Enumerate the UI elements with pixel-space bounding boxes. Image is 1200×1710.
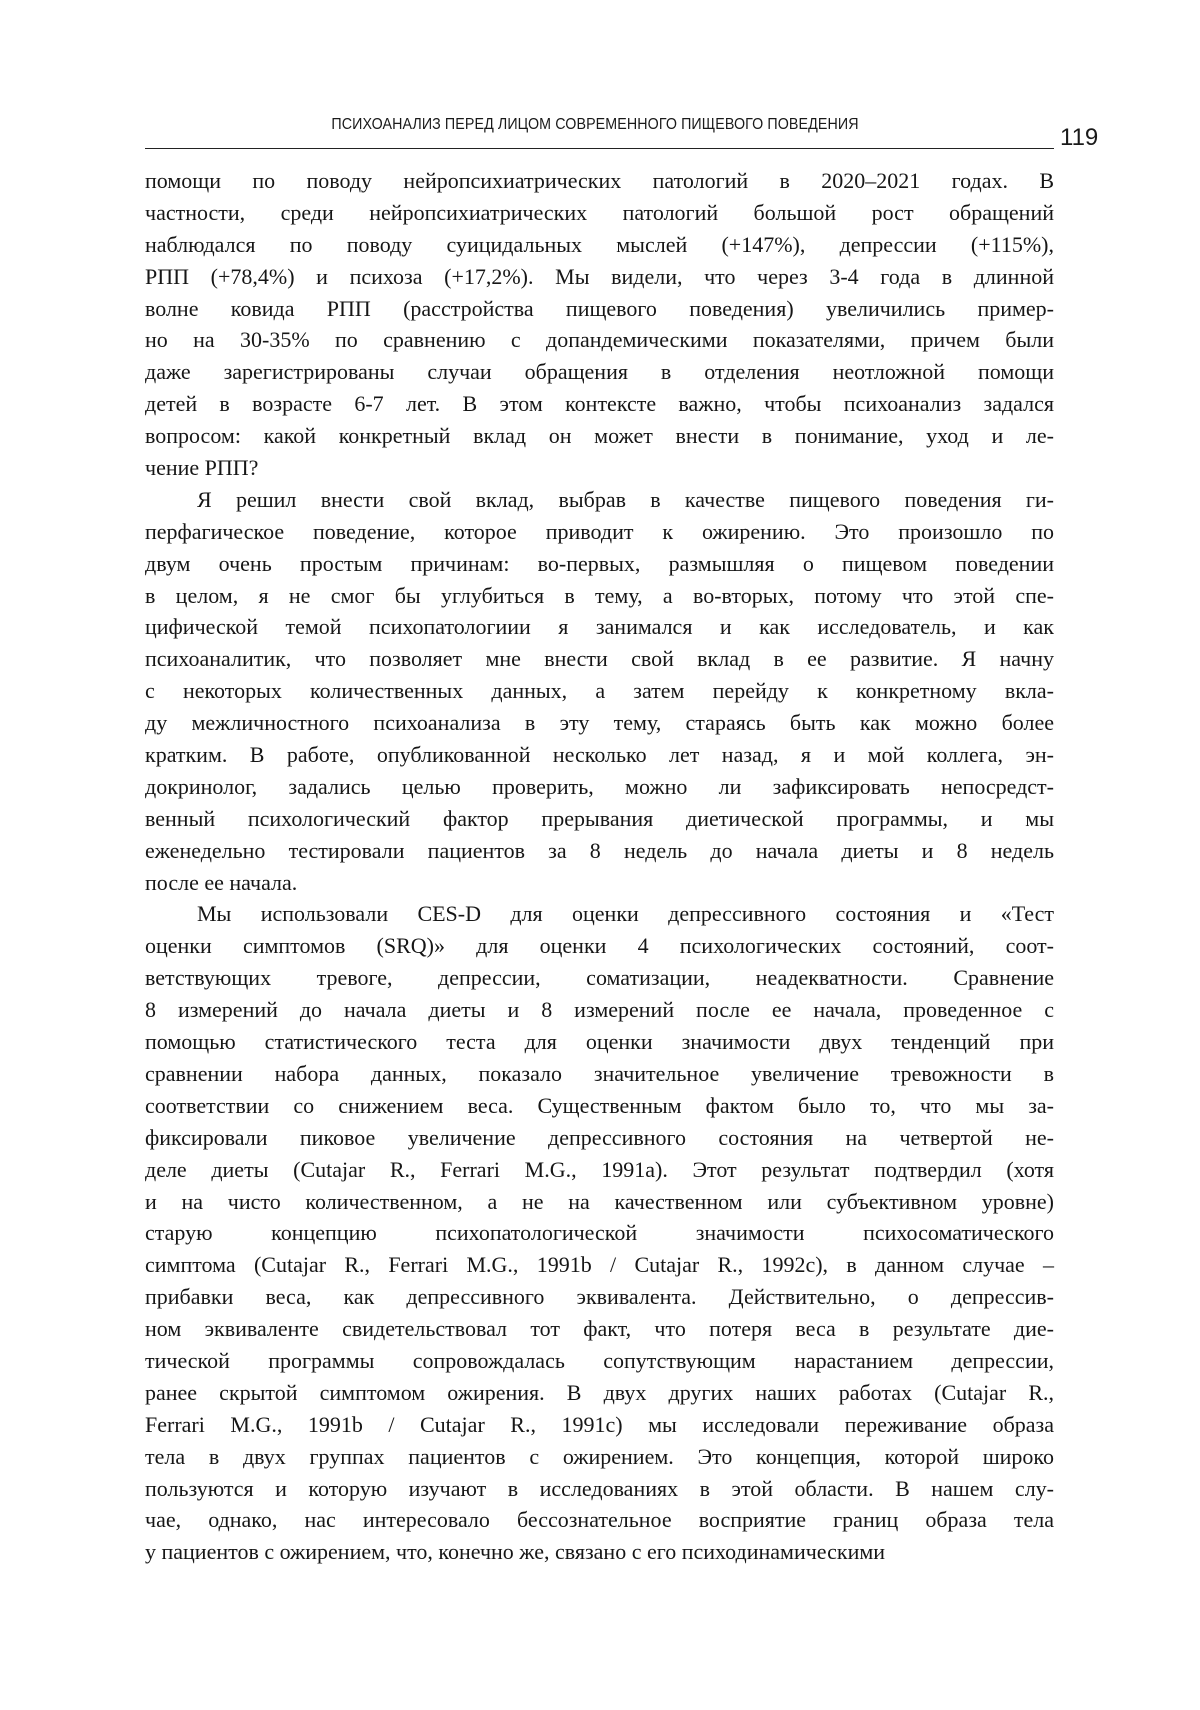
page-number: 119 (1060, 124, 1099, 151)
paragraph-3-line: деле диеты (Cutajar R., Ferrari M.G., 1991a). Этот результат подтвердил (хотя (145, 1156, 1054, 1182)
paragraph-1-line: но на 30-35% по сравнению с допандемическими показателями, причем были (145, 327, 1054, 353)
paragraph-3-line: соответствии со снижением веса. Существенным фактом было то, что мы за- (145, 1092, 1054, 1118)
paragraph-2-line: ду межличностного психоанализа в эту тему, стараясь быть как можно более (145, 710, 1054, 736)
paragraph-3-line: тела в двух группах пациентов с ожирением. Это концепция, которой широко (145, 1443, 1054, 1469)
paragraph-2-line: еженедельно тестировали пациентов за 8 недель до начала диеты и 8 недель (145, 837, 1054, 863)
paragraph-2-line: двум очень простым причинам: во-первых, размышляя о пищевом поведении (145, 550, 1054, 576)
paragraph-2-line: кратким. В работе, опубликованной несколько лет назад, я и мой коллега, эн- (145, 742, 1054, 768)
paragraph-3-line: симптома (Cutajar R., Ferrari M.G., 1991b / Cutajar R., 1992c), в данном случае – (145, 1252, 1054, 1278)
paragraph-1-line: чение РПП? (145, 455, 259, 481)
paragraph-3-line: 8 измерений до начала диеты и 8 измерений после ее начала, проведенное с (145, 997, 1054, 1023)
paragraph-2-line: Я решил внести свой вклад, выбрав в качестве пищевого поведения ги- (197, 486, 1054, 512)
paragraph-1-line: детей в возрасте 6-7 лет. В этом контексте важно, чтобы психоанализ задался (145, 391, 1054, 417)
paragraph-3-line: чае, однако, нас интересовало бессознательное восприятие границ образа тела (145, 1507, 1054, 1533)
paragraph-3-line: у пациентов с ожирением, что, конечно же, связано с его психодинамическими (145, 1539, 886, 1565)
paragraph-2-line: психоаналитик, что позволяет мне внести свой вклад в ее развитие. Я начну (145, 646, 1054, 672)
paragraph-3-line: прибавки веса, как депрессивного эквивалента. Действительно, о депрессив- (145, 1284, 1054, 1310)
body-text (145, 165, 1054, 1568)
paragraph-3-line: и на чисто количественном, а не на качественном или субъективном уровне) (145, 1188, 1054, 1214)
running-head: ПСИХОАНАЛИЗ ПЕРЕД ЛИЦОМ СОВРЕМЕННОГО ПИЩЕВОГО ПОВЕДЕНИЯ (331, 116, 859, 133)
paragraph-3-line: ранее скрытой симптомом ожирения. В двух других наших работах (Cutajar R., (145, 1379, 1054, 1405)
paragraph-2-line: с некоторых количественных данных, а затем перейду к конкретному вкла- (145, 678, 1054, 704)
paragraph-2-line: в целом, я не смог бы углубиться в тему, а во-вторых, потому что этой спе- (145, 582, 1054, 608)
paragraph-3-line: Мы использовали CES-D для оценки депрессивного состояния и «Тест (197, 901, 1054, 927)
paragraph-3-line: ветствующих тревоге, депрессии, соматизации, неадекватности. Сравнение (145, 965, 1054, 991)
paragraph-1-line: РПП (+78,4%) и психоза (+17,2%). Мы видели, что через 3-4 года в длинной (145, 263, 1054, 289)
header-rule (145, 148, 1054, 149)
paragraph-1-line: помощи по поводу нейропсихиатрических патологий в 2020–2021 годах. В (145, 168, 1054, 193)
paragraph-3-line: пользуются и которую изучают в исследованиях в этой области. В нашем слу- (145, 1475, 1054, 1501)
paragraph-3-line: ном эквиваленте свидетельствовал тот факт, что потеря веса в результате дие- (145, 1316, 1054, 1342)
paragraph-2-line: цифической темой психопатологиии я занимался и как исследователь, и как (145, 614, 1054, 640)
paragraph-3-line: тической программы сопровождалась сопутствующим нарастанием депрессии, (145, 1347, 1054, 1373)
paragraph-1-line: вопросом: какой конкретный вклад он может внести в понимание, уход и ле- (145, 423, 1054, 449)
paragraph-2-line: перфагическое поведение, которое приводит к ожирению. Это произошло по (145, 518, 1054, 544)
paragraph-3-line: фиксировали пиковое увеличение депрессивного состояния на четвертой не- (145, 1124, 1054, 1150)
paragraph-1-line: наблюдался по поводу суицидальных мыслей (+147%), депрессии (+115%), (145, 231, 1054, 257)
paragraph-2-line: венный психологический фактор прерывания диетической программы, и мы (145, 805, 1054, 831)
paragraph-2-line: после ее начала. (145, 869, 298, 895)
paragraph-3-line: Ferrari M.G., 1991b / Cutajar R., 1991c) мы исследовали переживание образа (145, 1411, 1054, 1437)
paragraph-3-line: оценки симптомов (SRQ)» для оценки 4 психологических состояний, соот- (145, 933, 1054, 959)
paragraph-3-line: старую концепцию психопатологической значимости психосоматического (145, 1220, 1054, 1246)
paragraph-1-line: волне ковида РПП (расстройства пищевого поведения) увеличились пример- (145, 295, 1054, 321)
paragraph-3-line: помощью статистического теста для оценки значимости двух тенденций при (145, 1029, 1054, 1055)
paragraph-2-line: докринолог, задались целью проверить, можно ли зафиксировать непосредст- (145, 773, 1054, 799)
paragraph-3-line: сравнении набора данных, показало значительное увеличение тревожности в (145, 1060, 1054, 1086)
paragraph-1-line: частности, среди нейропсихиатрических патологий большой рост обращений (145, 199, 1054, 225)
paragraph-1-line: даже зарегистрированы случаи обращения в отделения неотложной помощи (145, 359, 1054, 385)
